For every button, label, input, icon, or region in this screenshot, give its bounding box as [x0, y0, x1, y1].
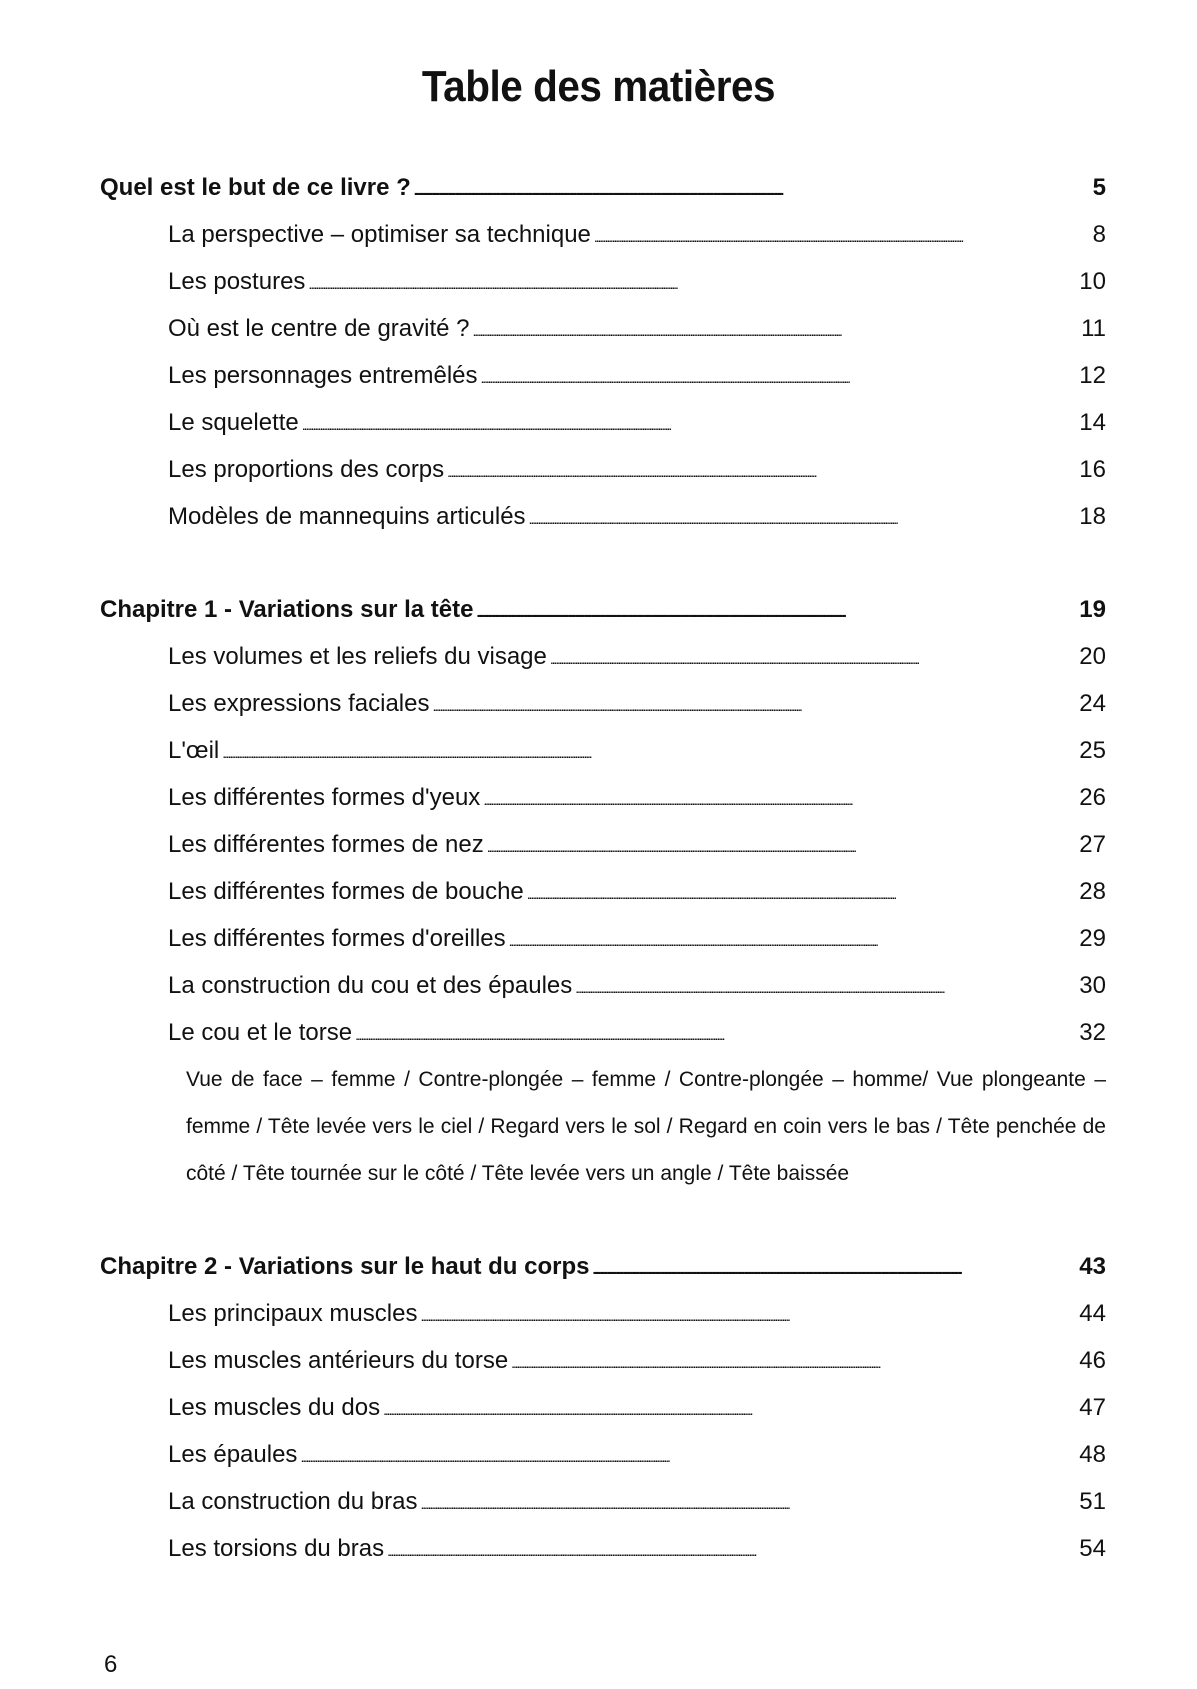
- toc-chapter-heading: [100, 164, 1106, 211]
- page-title: Table des matières: [421, 62, 776, 111]
- toc-entry-label: Les expressions faciales: [168, 690, 430, 717]
- toc-entry-label: La construction du cou et des épaules: [168, 972, 573, 999]
- dot-leader: [529, 493, 1077, 543]
- toc-entry-page: 48: [1079, 1441, 1106, 1468]
- toc-entry: [100, 633, 1106, 680]
- toc-entry-label: Les personnages entremêlés: [168, 362, 478, 389]
- toc-entry: [100, 680, 1106, 727]
- dot-leader: [592, 1243, 1076, 1293]
- dot-leader: [509, 915, 1077, 965]
- dot-leader: [575, 962, 1076, 1012]
- dot-leader: [476, 586, 1076, 636]
- toc-entry-page: 8: [1092, 221, 1106, 248]
- toc-entry-label: Les postures: [168, 268, 306, 295]
- toc-entry: [100, 962, 1106, 1009]
- toc-entry-page: 30: [1079, 972, 1106, 999]
- dot-leader: [414, 164, 1090, 214]
- table-of-contents: [100, 164, 1106, 1618]
- toc-section: [100, 586, 1106, 1197]
- toc-entry-page: 47: [1079, 1394, 1106, 1421]
- toc-section: [100, 164, 1106, 540]
- toc-entry-page: 26: [1079, 784, 1106, 811]
- toc-entry-page: 5: [1092, 174, 1106, 201]
- toc-chapter-heading: [100, 1243, 1106, 1290]
- toc-entry-label: Le squelette: [168, 409, 299, 436]
- toc-entry-page: 44: [1079, 1300, 1106, 1327]
- toc-entry: [100, 821, 1106, 868]
- toc-entry-page: 16: [1079, 456, 1106, 483]
- toc-entry-label: Le cou et le torse: [168, 1019, 353, 1046]
- toc-entry-page: 32: [1079, 1019, 1106, 1046]
- toc-entry-label: Chapitre 1 - Variations sur la tête: [100, 596, 474, 623]
- dot-leader: [420, 1478, 1076, 1528]
- toc-entry: [100, 399, 1106, 446]
- toc-entry: [100, 1431, 1106, 1478]
- toc-entry-page: 10: [1079, 268, 1106, 295]
- dot-leader: [447, 446, 1076, 496]
- toc-entry: [100, 868, 1106, 915]
- dot-leader: [511, 1337, 1076, 1387]
- toc-chapter-heading: [100, 586, 1106, 633]
- dot-leader: [527, 868, 1077, 918]
- dot-leader: [302, 399, 1077, 449]
- dot-leader: [308, 258, 1076, 308]
- toc-entry-label: Les muscles antérieurs du torse: [168, 1347, 509, 1374]
- toc-entry: [100, 352, 1106, 399]
- toc-entry: [100, 1290, 1106, 1337]
- toc-entry-page: 51: [1079, 1488, 1106, 1515]
- dot-leader: [481, 352, 1077, 402]
- dot-leader: [383, 1384, 1076, 1434]
- toc-entry-label: Les différentes formes de bouche: [168, 878, 524, 905]
- toc-entry-label: Les torsions du bras: [168, 1535, 385, 1562]
- toc-entry-label: La perspective – optimiser sa technique: [168, 221, 591, 248]
- toc-entry-page: 24: [1079, 690, 1106, 717]
- toc-entry: [100, 446, 1106, 493]
- toc-entry: [100, 305, 1106, 352]
- toc-entry-label: Les différentes formes d'yeux: [168, 784, 481, 811]
- dot-leader: [550, 633, 1076, 683]
- toc-entry-label: L'œil: [168, 737, 220, 764]
- toc-entry-page: 11: [1081, 315, 1106, 342]
- toc-entry-page: 54: [1079, 1535, 1106, 1562]
- dot-leader: [594, 211, 1090, 261]
- toc-entry-label: Les épaules: [168, 1441, 298, 1468]
- toc-entry: [100, 1525, 1106, 1572]
- toc-entry-label: Quel est le but de ce livre ?: [100, 174, 411, 201]
- toc-subentries-note: Vue de face – femme / Contre-plongée – femme / Contre-plongée – homme/ Vue plongeante – femme / Tête levée vers le ciel / Regard vers le sol / Regard en coin vers le bas / Tête penchée de côté / Tête tournée sur le côté / Tête levée vers un angle / Tête baissée: [186, 1068, 1106, 1185]
- toc-entry-label: Les volumes et les reliefs du visage: [168, 643, 547, 670]
- dot-leader: [387, 1525, 1076, 1575]
- toc-entry-label: Les proportions des corps: [168, 456, 445, 483]
- toc-entry: [100, 1478, 1106, 1525]
- toc-entry-page: 20: [1079, 643, 1106, 670]
- dot-leader: [487, 821, 1077, 871]
- page-number: 6: [104, 1651, 118, 1678]
- toc-entry: [100, 774, 1106, 821]
- dot-leader: [473, 305, 1079, 355]
- toc-entry-label: Les différentes formes d'oreilles: [168, 925, 506, 952]
- toc-entry-label: Les différentes formes de nez: [168, 831, 484, 858]
- toc-entry-page: 46: [1079, 1347, 1106, 1374]
- dot-leader: [222, 727, 1076, 777]
- toc-entry-page: 43: [1079, 1253, 1106, 1280]
- toc-entry-page: 14: [1079, 409, 1106, 436]
- toc-entry: [100, 1009, 1106, 1056]
- dot-leader: [355, 1009, 1076, 1059]
- toc-entry-label: Modèles de mannequins articulés: [168, 503, 526, 530]
- toc-entry: [100, 493, 1106, 540]
- toc-entry: [100, 211, 1106, 258]
- toc-entry-page: 19: [1079, 596, 1106, 623]
- toc-entry: [100, 1337, 1106, 1384]
- toc-section: [100, 1243, 1106, 1572]
- toc-entry-page: 28: [1079, 878, 1106, 905]
- toc-entry-page: 18: [1079, 503, 1106, 530]
- toc-entry: [100, 915, 1106, 962]
- toc-entry: [100, 1384, 1106, 1431]
- toc-entry-page: 25: [1079, 737, 1106, 764]
- toc-entry-page: 12: [1079, 362, 1106, 389]
- toc-entry-label: Où est le centre de gravité ?: [168, 315, 470, 342]
- toc-entry-page: 29: [1079, 925, 1106, 952]
- dot-leader: [483, 774, 1076, 824]
- toc-entry-label: La construction du bras: [168, 1488, 418, 1515]
- toc-entry-page: 27: [1079, 831, 1106, 858]
- dot-leader: [300, 1431, 1076, 1481]
- toc-entry-label: Chapitre 2 - Variations sur le haut du corps: [100, 1253, 590, 1280]
- dot-leader: [420, 1290, 1076, 1340]
- toc-entry: [100, 727, 1106, 774]
- toc-entry-label: Les muscles du dos: [168, 1394, 381, 1421]
- toc-entry: [100, 258, 1106, 305]
- toc-entry-label: Les principaux muscles: [168, 1300, 418, 1327]
- dot-leader: [432, 680, 1076, 730]
